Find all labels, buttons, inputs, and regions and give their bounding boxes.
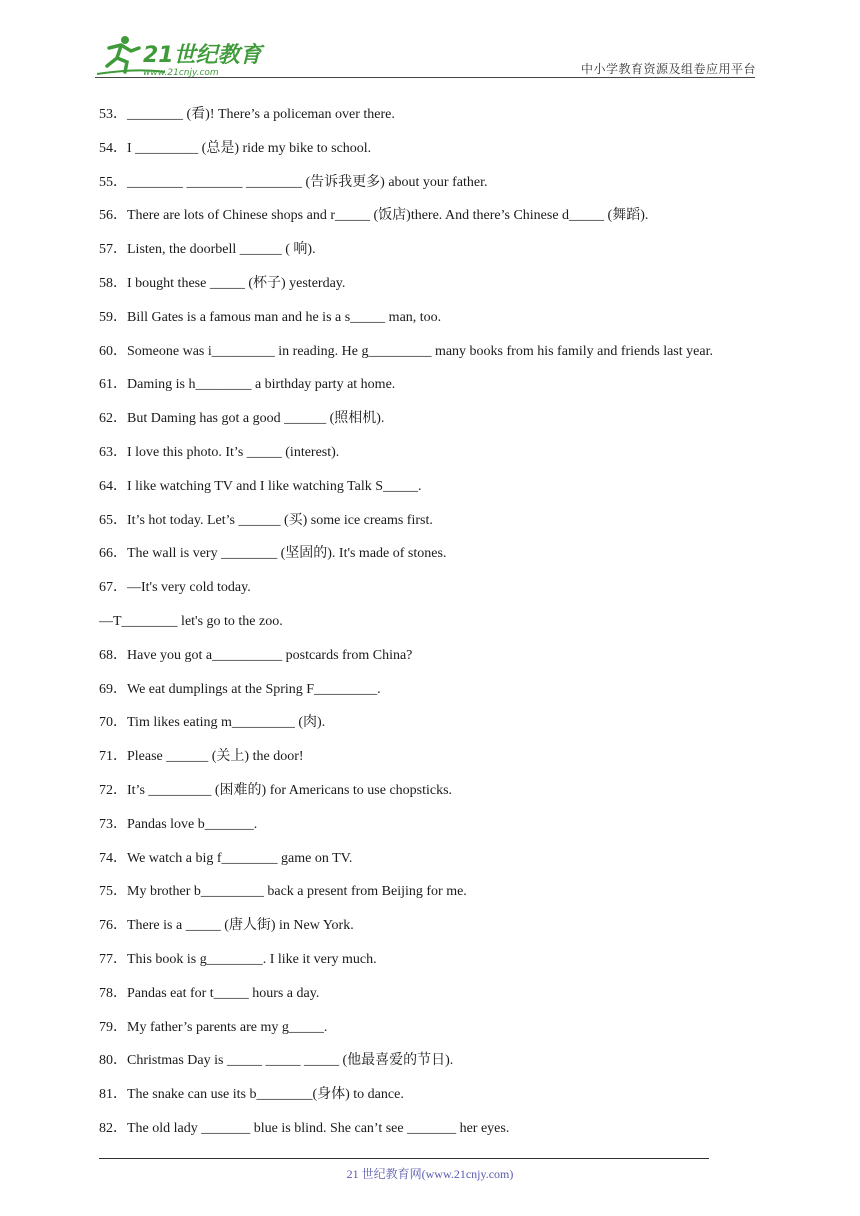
question-line: 60．Someone was i_________ in reading. He g_________ many books from his family and friends last year. <box>99 343 713 359</box>
question-line: 76．There is a _____ (唐人街) in New York. <box>99 918 354 934</box>
question-line: 56．There are lots of Chinese shops and r_____ (饭店)there. And there’s Chinese d_____ (舞蹈). <box>99 208 649 224</box>
question-line: 75．My brother b_________ back a present from Beijing for me. <box>99 884 467 900</box>
page-header <box>0 0 860 80</box>
question-line: 64．I like watching TV and I like watching Talk S_____. <box>99 478 422 494</box>
question-line: 63．I love this photo. It’s _____ (interest). <box>99 445 340 460</box>
question-line: 66．The wall is very ________ (坚固的). It's made of stones. <box>99 546 447 562</box>
question-line: 74．We watch a big f________ game on TV. <box>99 850 353 866</box>
question-line: 53．________ (看)! There’s a policeman over there. <box>99 107 395 122</box>
question-line: 82．The old lady _______ blue is blind. She can’t see _______ her eyes. <box>99 1121 510 1136</box>
platform-title: 中小学教育资源及组卷应用平台 <box>580 62 756 76</box>
question-line: 77．This book is g________. I like it very much. <box>99 952 377 967</box>
footer-divider <box>99 1158 709 1159</box>
header-divider <box>95 77 755 78</box>
question-line: 72．It’s _________ (困难的) for Americans to use chopsticks. <box>99 783 453 798</box>
question-line: 78．Pandas eat for t_____ hours a day. <box>99 985 320 1001</box>
logo-main-text: 21世纪教育 <box>143 43 262 68</box>
question-line: 69．We eat dumplings at the Spring F_________. <box>99 681 381 697</box>
question-line: 73．Pandas love b_______. <box>99 816 258 832</box>
footer-source[interactable]: 21 世纪教育网(www.21cnjy.com) <box>346 1167 514 1181</box>
question-line: 55．________ ________ ________ (告诉我更多) about your father. <box>99 174 488 190</box>
question-line: 62．But Daming has got a good ______ (照相机). <box>99 411 385 427</box>
question-line: 70．Tim likes eating m_________ (肉). <box>99 715 326 731</box>
question-line: 80．Christmas Day is _____ _____ _____ (他最喜爱的节日). <box>99 1053 454 1069</box>
question-line: 65．It’s hot today. Let’s ______ (买) some ice creams first. <box>99 512 433 528</box>
logo-url-text: www.21cnjy.com <box>143 68 219 78</box>
runner-logo-icon <box>95 34 265 78</box>
question-line: 68．Have you got a__________ postcards from China? <box>99 647 413 663</box>
question-line: 61．Daming is h________ a birthday party at home. <box>99 377 396 393</box>
question-line: 67．—It's very cold today. <box>99 580 251 596</box>
question-line: 58．I bought these _____ (杯子) yesterday. <box>99 276 346 291</box>
question-line: 79．My father’s parents are my g_____. <box>99 1019 328 1035</box>
question-line: 59．Bill Gates is a famous man and he is a s_____ man, too. <box>99 309 442 325</box>
question-line: 71．Please ______ (关上) the door! <box>99 749 304 765</box>
question-line: 81．The snake can use its b________(身体) to dance. <box>99 1087 404 1103</box>
question-line: —T________ let's go to the zoo. <box>99 614 283 629</box>
question-line: 54．I _________ (总是) ride my bike to school. <box>99 140 372 156</box>
site-logo[interactable] <box>95 34 265 78</box>
question-line: 57．Listen, the doorbell ______ ( 响). <box>99 242 316 258</box>
